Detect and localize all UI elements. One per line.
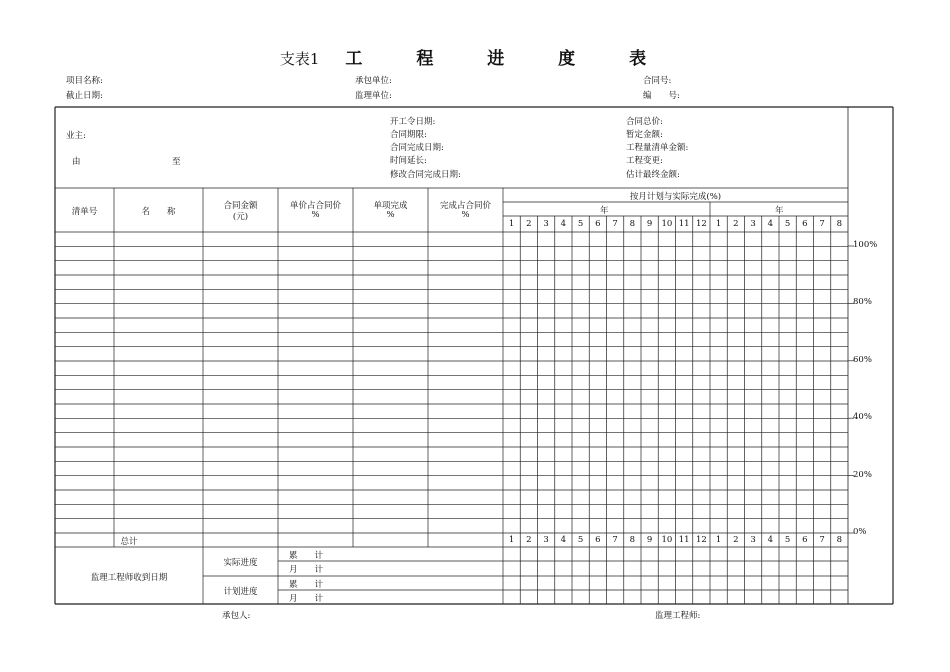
month-number: 2 (526, 219, 532, 229)
header-contract-amount-unit: (元) (232, 212, 249, 222)
contract-no-label: 合同号: (643, 76, 672, 86)
header-monthly: 按月计划与实际完成(%) (629, 192, 722, 202)
percent-tick-label: 80% (853, 297, 872, 308)
completion-date-label: 合同完成日期: (390, 143, 444, 153)
month-number: 6 (595, 219, 601, 229)
cutoff-date-label: 截止日期: (66, 91, 103, 101)
month-number: 1 (715, 535, 722, 545)
percent-tick-label: 60% (853, 354, 872, 365)
header-year-2: 年 (775, 206, 784, 216)
month-number: 10 (661, 535, 673, 545)
plan-progress-label: 计划进度 (223, 587, 258, 597)
month-number: 12 (695, 535, 707, 545)
month-number: 8 (836, 535, 843, 545)
contract-period-label: 合同期限: (390, 130, 427, 140)
month-number: 7 (612, 219, 618, 229)
header-complete-pct-unit: % (461, 210, 470, 220)
time-extension-label: 时间延长: (390, 156, 427, 166)
month-number: 3 (543, 219, 549, 229)
actual-monthly-label: 月 计 (289, 565, 324, 575)
serial-no-label: 编 号: (643, 91, 680, 101)
percent-tick-label: 40% (853, 412, 872, 423)
month-number: 9 (646, 219, 653, 229)
month-number: 9 (646, 535, 653, 545)
month-number: 2 (733, 535, 739, 545)
header-unit-price-pct: 单价占合同价 (289, 201, 341, 211)
final-estimate-label: 估计最终金额: (626, 170, 680, 180)
month-number: 8 (629, 535, 636, 545)
month-number: 11 (678, 219, 690, 229)
percent-tick-label: 0% (853, 527, 867, 537)
month-number: 5 (784, 535, 791, 545)
month-number: 6 (802, 219, 808, 229)
month-number: 5 (784, 219, 791, 229)
month-number: 1 (508, 219, 515, 229)
header-contract-amount: 合同金额 (223, 201, 258, 211)
month-number: 8 (629, 219, 636, 229)
month-number: 2 (526, 535, 532, 545)
engineer-sign-label: 监理工程师: (655, 611, 701, 621)
title-prefix: 支表1 (279, 50, 320, 68)
revised-completion-label: 修改合同完成日期: (390, 170, 461, 180)
month-number: 6 (802, 535, 808, 545)
header-year-1: 年 (600, 206, 609, 216)
supervisor-unit-label: 监理单位: (355, 91, 392, 101)
actual-cumulative-label: 累 计 (289, 551, 324, 561)
month-number: 6 (595, 535, 601, 545)
month-number: 3 (750, 219, 756, 229)
month-number: 5 (577, 219, 584, 229)
owner-label: 业主: (66, 131, 86, 141)
month-number: 1 (715, 219, 722, 229)
month-number: 8 (836, 219, 843, 229)
actual-progress-label: 实际进度 (223, 558, 258, 568)
month-number: 4 (560, 535, 567, 545)
header-complete-pct: 完成占合同价 (439, 201, 491, 211)
month-number: 3 (543, 535, 549, 545)
month-number: 3 (750, 535, 756, 545)
plan-cumulative-label: 累 计 (289, 580, 324, 590)
to-label: 至 (172, 157, 181, 167)
total-price-label: 合同总价: (626, 117, 663, 127)
boq-amount-label: 工程量清单金额: (626, 143, 689, 153)
total-label: 总计 (120, 537, 138, 547)
contractor-label: 承包单位: (355, 76, 392, 86)
month-number: 11 (678, 535, 690, 545)
percent-tick-label: 100% (853, 240, 878, 250)
project-name-label: 项目名称: (66, 76, 103, 86)
month-number: 7 (819, 219, 825, 229)
plan-monthly-label: 月 计 (289, 594, 324, 604)
month-number: 2 (733, 219, 739, 229)
month-number: 4 (767, 535, 774, 545)
variation-label: 工程变更: (626, 156, 663, 166)
month-number: 4 (767, 219, 774, 229)
title-main: 工 程 进 度 表 (345, 49, 671, 69)
percent-tick-label: 20% (853, 469, 872, 480)
month-number: 7 (612, 535, 618, 545)
header-item-complete-unit: % (386, 210, 395, 220)
provisional-label: 暂定金额: (626, 130, 663, 140)
month-number: 5 (577, 535, 584, 545)
header-item-complete: 单项完成 (373, 201, 408, 211)
header-item-no: 清单号 (71, 207, 98, 217)
header-name: 名 称 (141, 207, 176, 217)
start-date-label: 开工令日期: (390, 117, 436, 127)
month-number: 12 (695, 219, 707, 229)
month-number: 1 (508, 535, 515, 545)
month-number: 10 (661, 219, 673, 229)
month-number: 4 (560, 219, 567, 229)
from-label: 由 (72, 157, 81, 167)
month-number: 7 (819, 535, 825, 545)
header-unit-price-pct-unit: % (311, 210, 320, 220)
receipt-date-label: 监理工程师收到日期 (90, 573, 168, 583)
contractor-sign-label: 承包人: (222, 611, 251, 621)
